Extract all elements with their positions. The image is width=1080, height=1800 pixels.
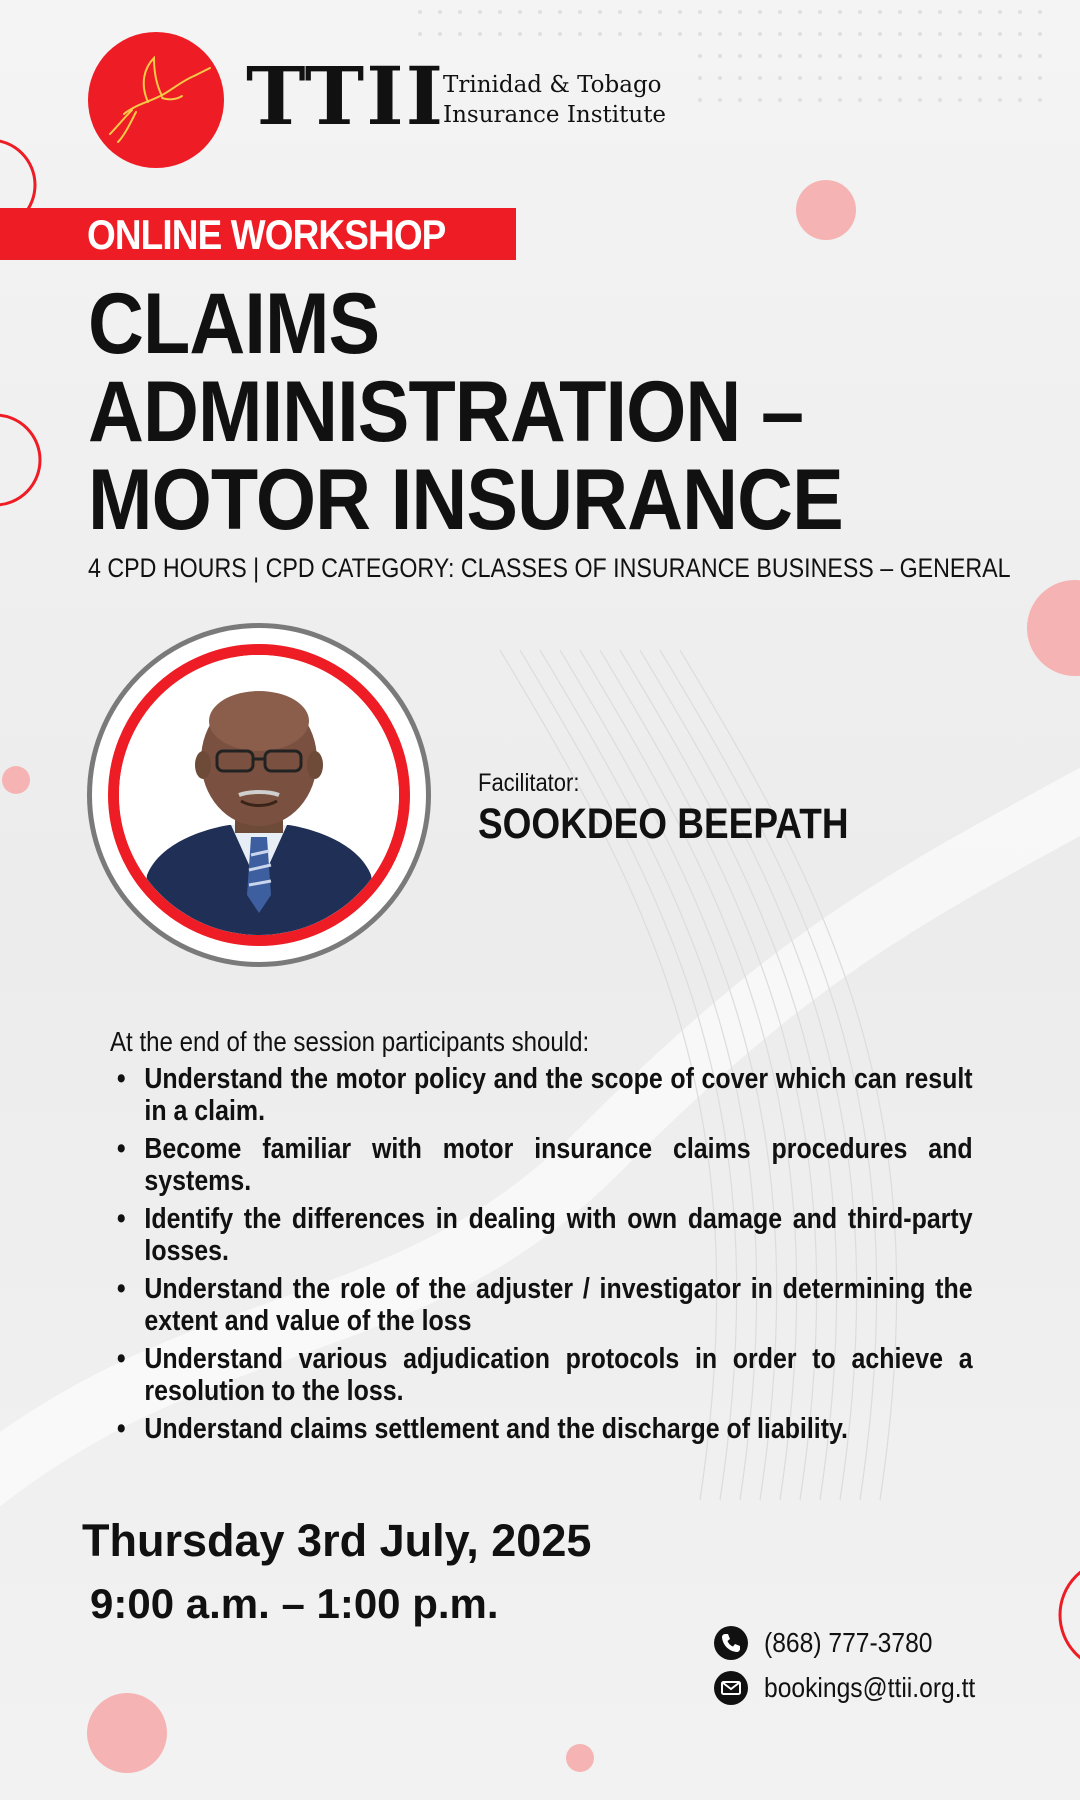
hummingbird-icon [88, 32, 224, 168]
email-address: bookings@ttii.org.tt [764, 1672, 976, 1703]
contact-email[interactable] [714, 1670, 1004, 1706]
brand-name-line1: Trinidad & Tobago [443, 72, 662, 98]
title-line2: ADMINISTRATION – [88, 364, 804, 460]
objectives-intro: At the end of the session participants should: [110, 1026, 590, 1057]
bullet-icon: • [116, 1343, 126, 1375]
bullet-icon: • [116, 1273, 126, 1305]
mail-icon [714, 1671, 748, 1705]
phone-icon [714, 1626, 748, 1660]
bullet-icon: • [116, 1413, 126, 1445]
brand-name-line2: Insurance Institute [443, 102, 667, 128]
facilitator-label: Facilitator: [478, 769, 580, 797]
objective-item: • Understand various adjudication protocols in order to achieve a resolution to the loss. [116, 1343, 973, 1407]
objective-item: • Understand the motor policy and the scope of cover which can result in a claim. [116, 1063, 973, 1127]
online-workshop-label: ONLINE WORKSHOP [87, 211, 446, 258]
objective-item: • Identify the differences in dealing with own damage and third-party losses. [116, 1203, 973, 1267]
workshop-time: 9:00 a.m. – 1:00 p.m. [90, 1580, 499, 1627]
cpd-info: 4 CPD HOURS | CPD CATEGORY: CLASSES OF INSURANCE BUSINESS – GENERAL [88, 553, 1011, 583]
bullet-icon: • [116, 1133, 126, 1165]
bullet-icon: • [116, 1203, 126, 1235]
workshop-date: Thursday 3rd July, 2025 [82, 1515, 592, 1566]
title-line3: MOTOR INSURANCE [88, 452, 843, 548]
objective-item: • Become familiar with motor insurance claims procedures and systems. [116, 1133, 973, 1197]
bullet-icon: • [116, 1063, 126, 1095]
facilitator-name: SOOKDEO BEEPATH [478, 800, 849, 848]
facilitator-portrait-image [119, 655, 399, 935]
brand-name [443, 70, 666, 130]
title-line1: CLAIMS [88, 276, 380, 372]
ttii-logo [88, 32, 224, 168]
facilitator-photo [87, 623, 431, 967]
objectives-list [110, 1063, 973, 1451]
contact-phone[interactable] [714, 1625, 955, 1661]
objective-item: • Understand claims settlement and the discharge of liability. [116, 1413, 848, 1445]
brand-acronym: TTII [246, 49, 446, 143]
phone-number: (868) 777-3780 [764, 1627, 933, 1658]
objective-item: • Understand the role of the adjuster / investigator in determining the extent and value of the loss [116, 1273, 973, 1337]
workshop-title [88, 276, 898, 548]
facilitator-photo-frame [108, 644, 410, 946]
